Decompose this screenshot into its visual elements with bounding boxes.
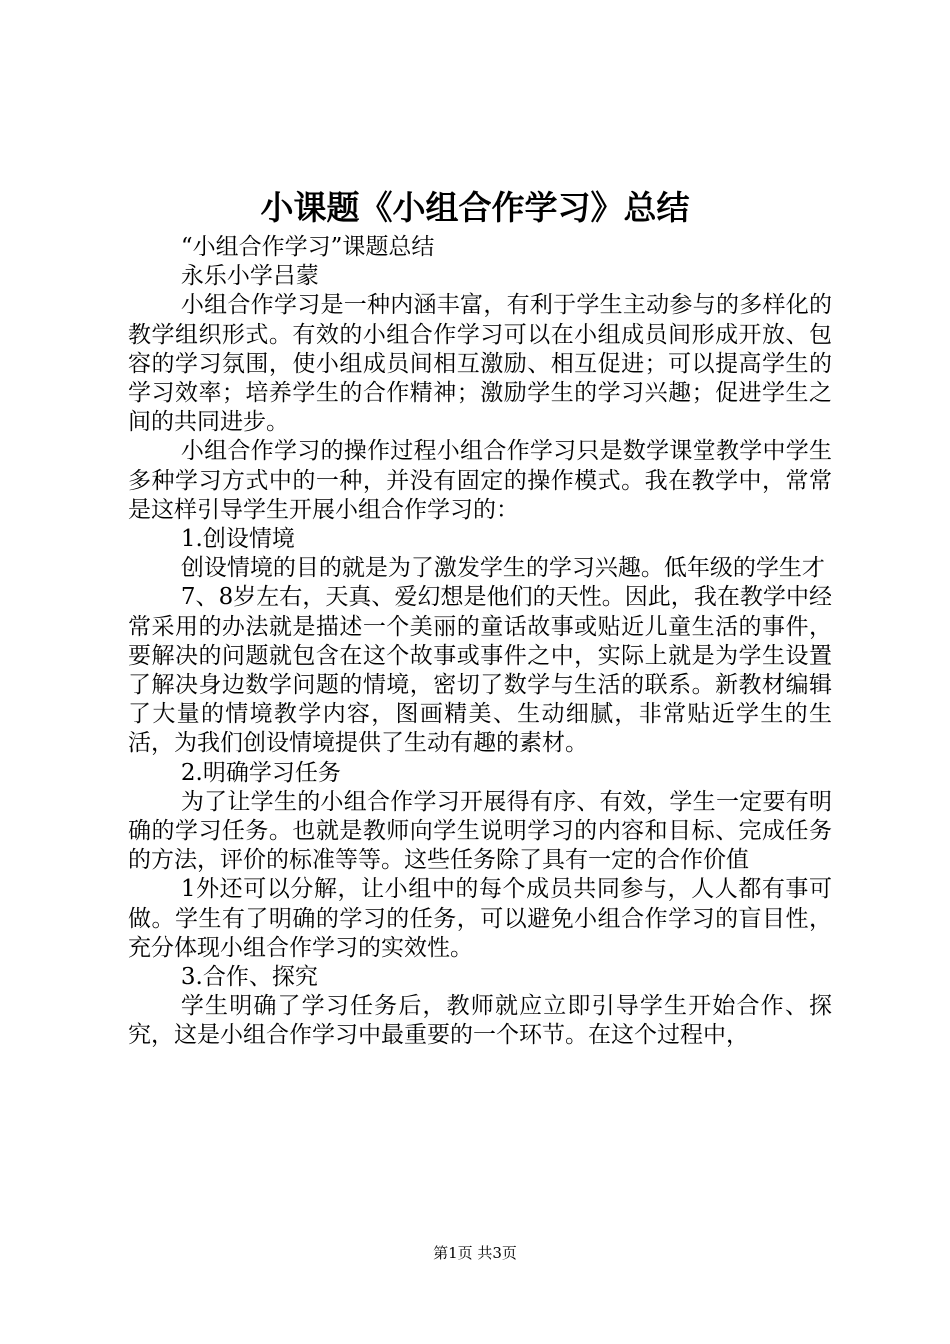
paragraph-author: 永乐小学吕蒙 [180,263,319,290]
section-heading: 3.合作、探究 [180,964,318,991]
paragraph: 小组合作学习的操作过程小组合作学习只是数学课堂教学中学生多种学习方式中的一种，并没有固定的操作模式。我在教学中，常常是这样引导学生开展小组合作学习的： [128,438,832,523]
paragraph: 7、8岁左右，天真、爱幻想是他们的天性。因此，我在教学中经常采用的办法就是描述一个美丽的童话故事或贴近儿童生活的事件，要解决的问题就包含在这个故事或事件之中，实际上就是为学生设置了解决身边数学问题的情境，密切了数学与生活的联系。新教材编辑了大量的情境教学内容，图画精美、生动细腻，非常贴近学生的生活，为我们创设情境提供了生动有趣的素材。 [128,584,832,757]
paragraph: 学生明确了学习任务后，教师就应立即引导学生开始合作、探究，这是小组合作学习中最重要的一个环节。在这个过程中， [128,993,832,1049]
paragraph-subtitle: “小组合作学习”课题总结 [180,234,435,260]
section-heading: 2.明确学习任务 [180,759,341,786]
page-footer: 第1页 共3页 [433,1244,517,1262]
document-title: 小课题《小组合作学习》总结 [260,188,690,227]
paragraph: 1外还可以分解，让小组中的每个成员共同参与，人人都有事可做。学生有了明确的学习的任务，可以避免小组合作学习的盲目性，充分体现小组合作学习的实效性。 [128,876,832,961]
paragraph: 创设情境的目的就是为了激发学生的学习兴趣。低年级的学生才 [180,555,825,582]
paragraph: 为了让学生的小组合作学习开展得有序、有效，学生一定要有明确的学习任务。也就是教师向学生说明学习的内容和目标、完成任务的方法，评价的标准等等。这些任务除了具有一定的合作价值 [128,788,832,874]
document-body [128,233,832,1051]
section-heading: 1.创设情境 [180,526,295,553]
paragraph: 小组合作学习是一种内涵丰富，有利于学生主动参与的多样化的教学组织形式。有效的小组合作学习可以在小组成员间形成开放、包容的学习氛围，使小组成员间相互激励、相互促进；可以提高学生的学习效率；培养学生的合作精神；激励学生的学习兴趣；促进学生之间的共同进步。 [128,292,832,436]
